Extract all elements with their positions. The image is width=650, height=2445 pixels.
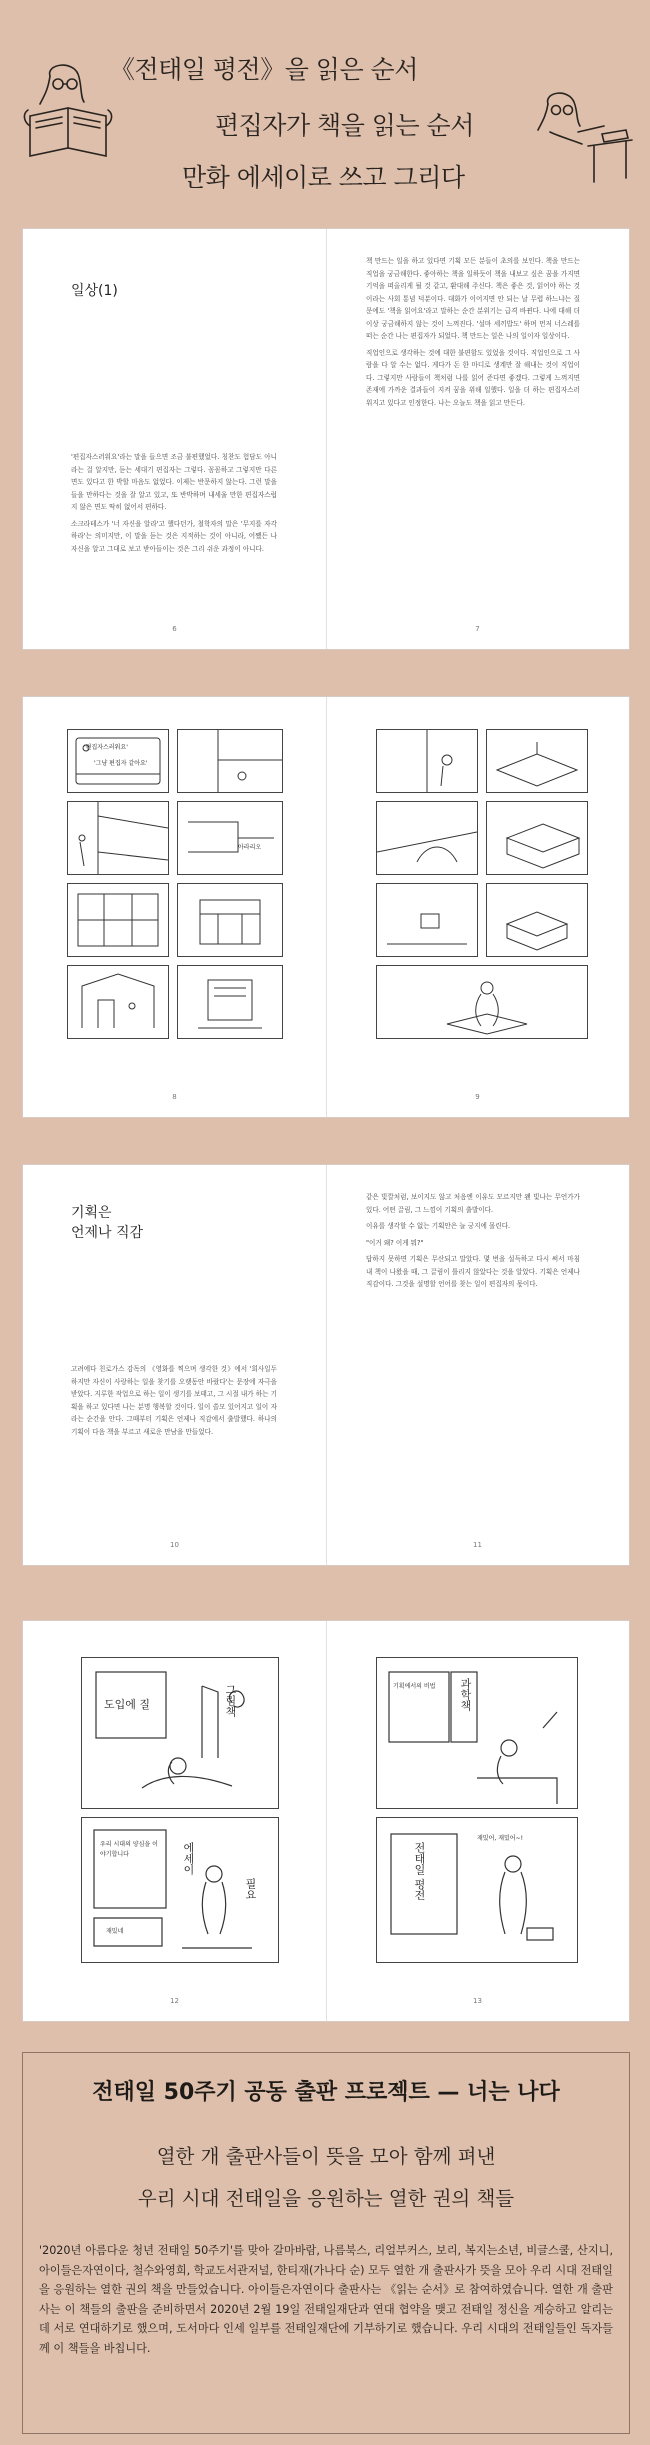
header-line-3: 만화 에세이로 쓰고 그리다 [182, 163, 465, 192]
vertical-label: 그림책 [224, 1684, 237, 1717]
project-info-box [22, 2052, 630, 2434]
comic-panel [486, 729, 588, 793]
comic-panel [376, 1817, 578, 1963]
spread-1 [22, 228, 630, 650]
paragraph: "이거 왜? 이게 뭐?" [366, 1238, 424, 1247]
comic-panel [177, 729, 283, 793]
comic-panel [376, 883, 478, 957]
body-text [366, 1191, 580, 1295]
header-line-2: 편집자가 책을 읽는 순서 [215, 111, 474, 140]
body-text [71, 1363, 277, 1442]
page-13 [326, 1621, 629, 2021]
body-text [366, 255, 580, 413]
comic-panel [81, 1657, 279, 1809]
paragraph: 소크라테스가 '너 자신을 알라'고 했다던가, 철학자의 말은 '무지를 자각하라'는 의미지만, 이 말을 듣는 것은 지적하는 것이 아니라, 어쨌든 나 자신을 알고 그대로 보고 받아들이는 것은 그리 쉬운 과정이 아니다. [71, 519, 277, 553]
book-spine-text: 전태일 평전 [413, 1842, 426, 1901]
vertical-label: 에세이 [182, 1842, 195, 1875]
project-title: 전태일 50주기 공동 출판 프로젝트 — 너는 나다 [92, 2080, 560, 2105]
page-9 [326, 697, 629, 1117]
page-11 [326, 1165, 629, 1565]
page-8 [23, 697, 326, 1117]
book-title-text: 도입에 질 [104, 1698, 151, 1711]
project-subtitle-1: 열한 개 출판사들이 뜻을 모아 함께 펴낸 [156, 2145, 496, 2168]
reading-woman-illustration [20, 56, 120, 166]
page-number: 6 [172, 625, 177, 633]
editor-at-desk-illustration [528, 86, 638, 186]
sign-text: 아라리오 [238, 844, 262, 851]
paragraph: 고려에다 친로가스 감독의 《영화를 찍으며 생각한 것》에서 '회사일두 하지만 자신이 사랑하는 일을 찾기를 오랫동안 바랐다'는 문장에 자극을 받았다. 지루한 작업으로 하는 일이 생기를 보태고, 그 시절 내가 하는 기획을 하고 있다면 나는 분명 행복할 것이다. 일이 쓸모 있어지고 일이 자라는 순간을 안다. 그때부터 기획은 언제나 직감에서 출발했다. 하나의 기획이 다음 책을 부르고 새로운 만남을 만들었다. [71, 1365, 277, 1436]
book-cover-text: 기획에서의 비법 [393, 1683, 436, 1690]
comic-panel [67, 965, 169, 1039]
exclamation-text: 필요 [244, 1878, 257, 1900]
comic-panel [376, 965, 588, 1039]
paragraph: '편집자스러워요'라는 말을 들으면 조금 불편했었다. 칭찬도 험담도 아니라는 걸 알지만, 듣는 세대기 편집자는 그렇다. 꼼꼼하고 그렇지만 다른 면도 있다고 한 박할 마음도 없었다. 이제는 반문하지 않는다. 그런 말을 들을 만하다는 것을 잘 알고 있고, 또 반박하며 내세울 만한 편집자스럽지 않은 면도 딱히 없어서 편하다. [71, 453, 277, 511]
paragraph: 같은 빛깔처럼, 보이지도 않고 처음엔 이유도 모르지만 왠 빛나는 무언가가 있다. 어떤 끌림, 그 느낌이 기획의 출발이다. [366, 1193, 580, 1214]
comic-panel [67, 801, 169, 875]
speech-text: '그냥 편집자 같아요' [94, 760, 148, 767]
comic-panel [177, 965, 283, 1039]
speech-text: 재밌어, 재밌어~! [477, 1835, 524, 1842]
spread-4 [22, 1620, 630, 2022]
page-number: 12 [170, 1997, 179, 2005]
page-number: 7 [475, 625, 480, 633]
page-number: 9 [475, 1093, 480, 1101]
speech-text: 재밌네 [106, 1928, 124, 1935]
header-banner [0, 0, 650, 200]
comic-panel [67, 729, 169, 793]
header-line-1: 《전태일 평전》을 읽은 순서 [110, 55, 418, 84]
comic-panel [81, 1817, 279, 1963]
comic-panel [486, 801, 588, 875]
spread-2 [22, 696, 630, 1118]
speech-text: '편집자스러워요' [84, 744, 128, 751]
book-cover-text: 우리 시대의 양심을 이야기합니다 [100, 1841, 158, 1858]
project-description: '2020년 아름다운 청년 전태일 50주기'를 맞아 갈마바람, 나름북스, 리얼부커스, 보리, 복지는소년, 비글스쿨, 산지니, 아이들은자연이다, 철수와영희, 학교도서관저널, 한티재(가나다 순) 모두 열한 개 출판사가 뜻을 모아 우리 시대 전태일을 응원하는 열한 권의 책을 만들었습니다. 아이들은자연이다 출판사는 《읽는 순서》로 참여하였습니다. 열한 개 출판사는 이 책들의 출판을 준비하면서 2020년 2월 19일 전태일재단과 연대 협약을 맺고 전태일 정신을 계승하고 알리는 데 서로 연대하기로 했으며, 도서마다 인세 일부를 전태일재단에 기부하기로 했습니다. 우리 시대의 전태일들인 독자들께 이 책들을 바칩니다. [39, 2244, 613, 2355]
spread-3 [22, 1164, 630, 1566]
project-subtitle-2: 우리 시대 전태일을 응원하는 열한 권의 책들 [137, 2187, 515, 2210]
comic-panel [177, 801, 283, 875]
page-number: 13 [473, 1997, 482, 2005]
page-7 [326, 229, 629, 649]
page-6 [23, 229, 326, 649]
page-10 [23, 1165, 326, 1565]
page-number: 10 [170, 1541, 179, 1549]
body-text [71, 451, 277, 559]
comic-panel [376, 1657, 578, 1809]
comic-panel [376, 729, 478, 793]
chapter-title-line-1: 기획은 [71, 1205, 112, 1221]
comic-panel [67, 883, 169, 957]
page-12 [23, 1621, 326, 2021]
vertical-label: 과학책 [459, 1678, 472, 1711]
comic-panel [177, 883, 283, 957]
paragraph: 책 만드는 일을 하고 있다면 기획 모든 분들이 초의를 보인다. 책을 만드는 직업을 궁금해한다. 좋아하는 책을 일하듯이 책을 내보고 싶은 꿈을 가지면 기억을 떠올리게 될 것 같고, 환대해 주신다. 책은 좋은 것, 읽어야 하는 것이라는 사회 통념 덕분이다. 대화가 이어지면 안 되는 날 무렵 하느냐는 질문에도 '책을 읽어요'라고 말하는 순간 분위기는 급격 바뀐다. 나에 대해 더 이상 궁금해하지 않는 것이 느껴진다. '설마 세끼밥도' 하며 먼저 너스레를 떠는 순간 나는 편집자가 되었다. 책 만드는 일은 나의 일이자 일상이다. [366, 257, 580, 340]
comic-panel [486, 883, 588, 957]
chapter-title [71, 1203, 143, 1243]
paragraph: 답하지 못하면 기획은 무산되고 말았다. 몇 번을 설득하고 다시 써서 마침내 책이 나왔을 때, 그 끌림이 틀리지 않았다는 것을 알았다. 기획은 언제나 직감이다. 그것을 설명할 언어를 찾는 일이 편집자의 몫이다. [366, 1255, 580, 1288]
comic-panel [376, 801, 478, 875]
paragraph: 이유를 생각할 수 없는 기획안은 늘 궁지에 몰린다. [366, 1222, 511, 1230]
chapter-title-line-2: 언제나 직감 [71, 1225, 144, 1241]
page-number: 11 [473, 1541, 482, 1549]
page-number: 8 [172, 1093, 177, 1101]
paragraph: 직업인으로 생각하는 것에 대한 불편함도 있었을 것이다. 직업인으로 그 사람을 다 알 수는 없다. 게다가 돈 한 마디로 생계만 잘 해내는 것이 직업이다. 그렇지만 사람들이 책처럼 나를 읽어 준다면 좋겠다. 그렇게 느껴지면 존재에 가까운 결과들이 지켜 꿈을 위해 일했다. 일을 더 하는 편집자스러워지고 있다고 인정한다. 나는 오늘도 책을 읽고 만든다. [366, 348, 580, 407]
chapter-title: 일상(1) [71, 283, 118, 299]
